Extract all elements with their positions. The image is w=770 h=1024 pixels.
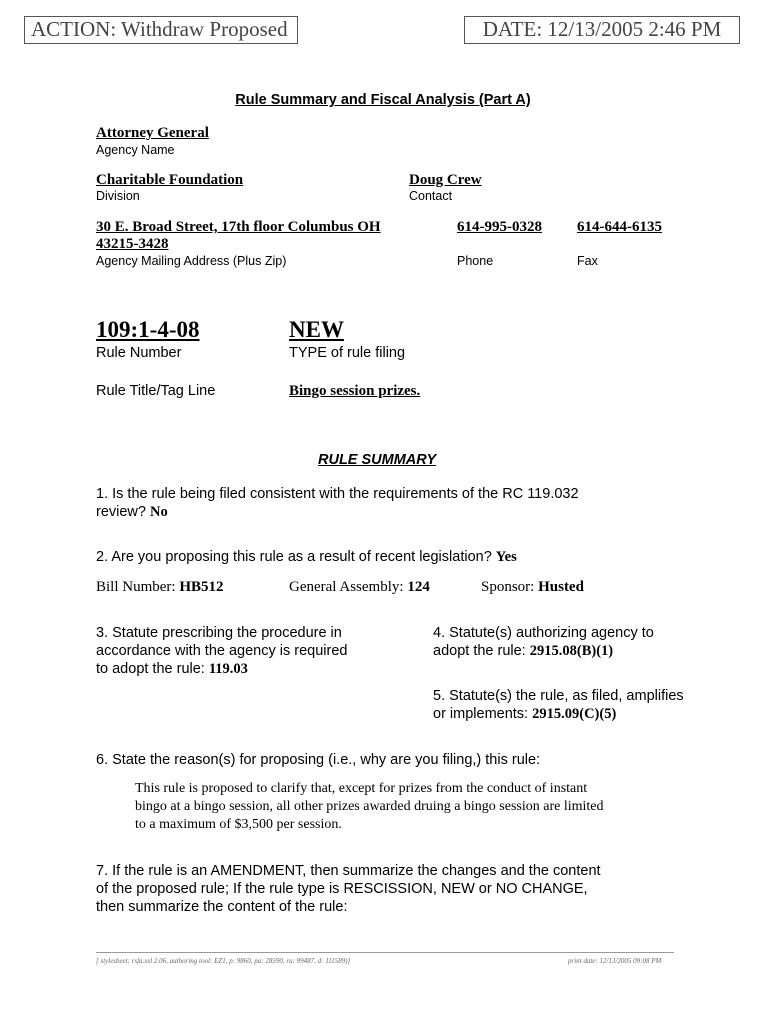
question-4 — [433, 624, 654, 660]
rule-summary-heading: RULE SUMMARY — [318, 452, 437, 468]
question-5 — [433, 687, 684, 723]
agency-name-label: Agency Name — [96, 143, 175, 157]
contact-label: Contact — [409, 189, 453, 203]
question-3-line3: to adopt the rule: — [96, 661, 205, 677]
bill-number-label: Bill Number: — [96, 579, 176, 595]
agency-name-value: Attorney General — [96, 125, 209, 141]
question-2 — [96, 548, 517, 566]
address-line1: 30 E. Broad Street, 17th floor Columbus OH — [96, 219, 381, 235]
address-label: Agency Mailing Address (Plus Zip) — [96, 254, 287, 268]
question-3 — [96, 624, 347, 678]
phone-label: Phone — [457, 254, 494, 268]
action-text: ACTION: Withdraw Proposed — [31, 17, 288, 41]
question-6-answer-line: to a maximum of $3,500 per session. — [135, 817, 342, 832]
rule-number-value: 109:1-4-08 — [96, 317, 200, 342]
rule-title-label: Rule Title/Tag Line — [96, 383, 216, 399]
question-7-line: 7. If the rule is an AMENDMENT, then summarize the changes and the content — [96, 863, 601, 879]
fax-value: 614-644-6135 — [577, 219, 662, 235]
question-6-text: 6. State the reason(s) for proposing (i.e., why are you filing,) this rule: — [96, 752, 541, 768]
question-7-line: of the proposed rule; If the rule type is RESCISSION, NEW or NO CHANGE, — [96, 881, 588, 897]
question-2-text: 2. Are you proposing this rule as a result of recent legislation? — [96, 549, 492, 565]
question-5-answer: 2915.09(C)(5) — [532, 706, 617, 722]
date-box — [464, 16, 740, 44]
action-box — [24, 16, 298, 44]
question-1-answer: No — [150, 504, 168, 520]
filing-type-label: TYPE of rule filing — [289, 345, 406, 361]
date-text: DATE: 12/13/2005 2:46 PM — [482, 17, 722, 41]
bill-number — [96, 579, 224, 596]
question-5-line2: or implements: — [433, 706, 529, 722]
page-title: Rule Summary and Fiscal Analysis (Part A) — [235, 92, 531, 108]
question-7 — [96, 862, 601, 916]
fax-label: Fax — [577, 254, 598, 268]
sponsor-label: Sponsor: — [481, 579, 535, 595]
general-assembly-label: General Assembly: — [289, 579, 404, 595]
question-1-line1: 1. Is the rule being filed consistent with the requirements of the RC 119.032 — [96, 486, 579, 502]
question-6-answer-line: This rule is proposed to clarify that, except for prizes from the conduct of instant — [135, 781, 588, 796]
address-line2: 43215-3428 — [96, 236, 169, 252]
question-4-line2: adopt the rule: — [433, 643, 526, 659]
question-3-line1: 3. Statute prescribing the procedure in — [96, 625, 342, 641]
rule-number-label: Rule Number — [96, 345, 182, 361]
bill-number-value: HB512 — [179, 579, 224, 595]
question-6-answer-line: bingo at a bingo session, all other prizes awarded druing a bingo session are limited — [135, 799, 604, 814]
filing-type-value: NEW — [289, 317, 344, 342]
general-assembly — [289, 579, 430, 596]
question-4-line1: 4. Statute(s) authorizing agency to — [433, 625, 654, 641]
phone-value: 614-995-0328 — [457, 219, 542, 235]
question-3-line2: accordance with the agency is required — [96, 643, 348, 659]
sponsor-value: Husted — [538, 579, 584, 595]
question-4-answer: 2915.08(B)(1) — [529, 643, 614, 659]
question-7-line: then summarize the content of the rule: — [96, 899, 348, 915]
division-label: Division — [96, 189, 140, 203]
contact-value: Doug Crew — [409, 172, 482, 188]
question-1 — [96, 485, 579, 521]
question-6-answer — [135, 780, 604, 834]
footer-rule — [96, 952, 674, 953]
question-1-line2: review? — [96, 504, 146, 520]
division-value: Charitable Foundation — [96, 172, 244, 188]
general-assembly-value: 124 — [407, 579, 430, 595]
sponsor — [481, 579, 584, 596]
footer-print-date: print date: 12/13/2005 09:08 PM — [568, 957, 662, 965]
footer-stylesheet-info: [ stylesheet: rsfa.xsl 2.06, authoring tool: EZ1, p: 9860, pa: 28590, ra: 99487, d: 111589)] — [96, 957, 351, 965]
question-5-line1: 5. Statute(s) the rule, as filed, amplifies — [433, 688, 684, 704]
question-3-answer: 119.03 — [208, 661, 248, 677]
question-2-answer: Yes — [495, 549, 517, 565]
rule-title-value: Bingo session prizes. — [289, 383, 421, 399]
